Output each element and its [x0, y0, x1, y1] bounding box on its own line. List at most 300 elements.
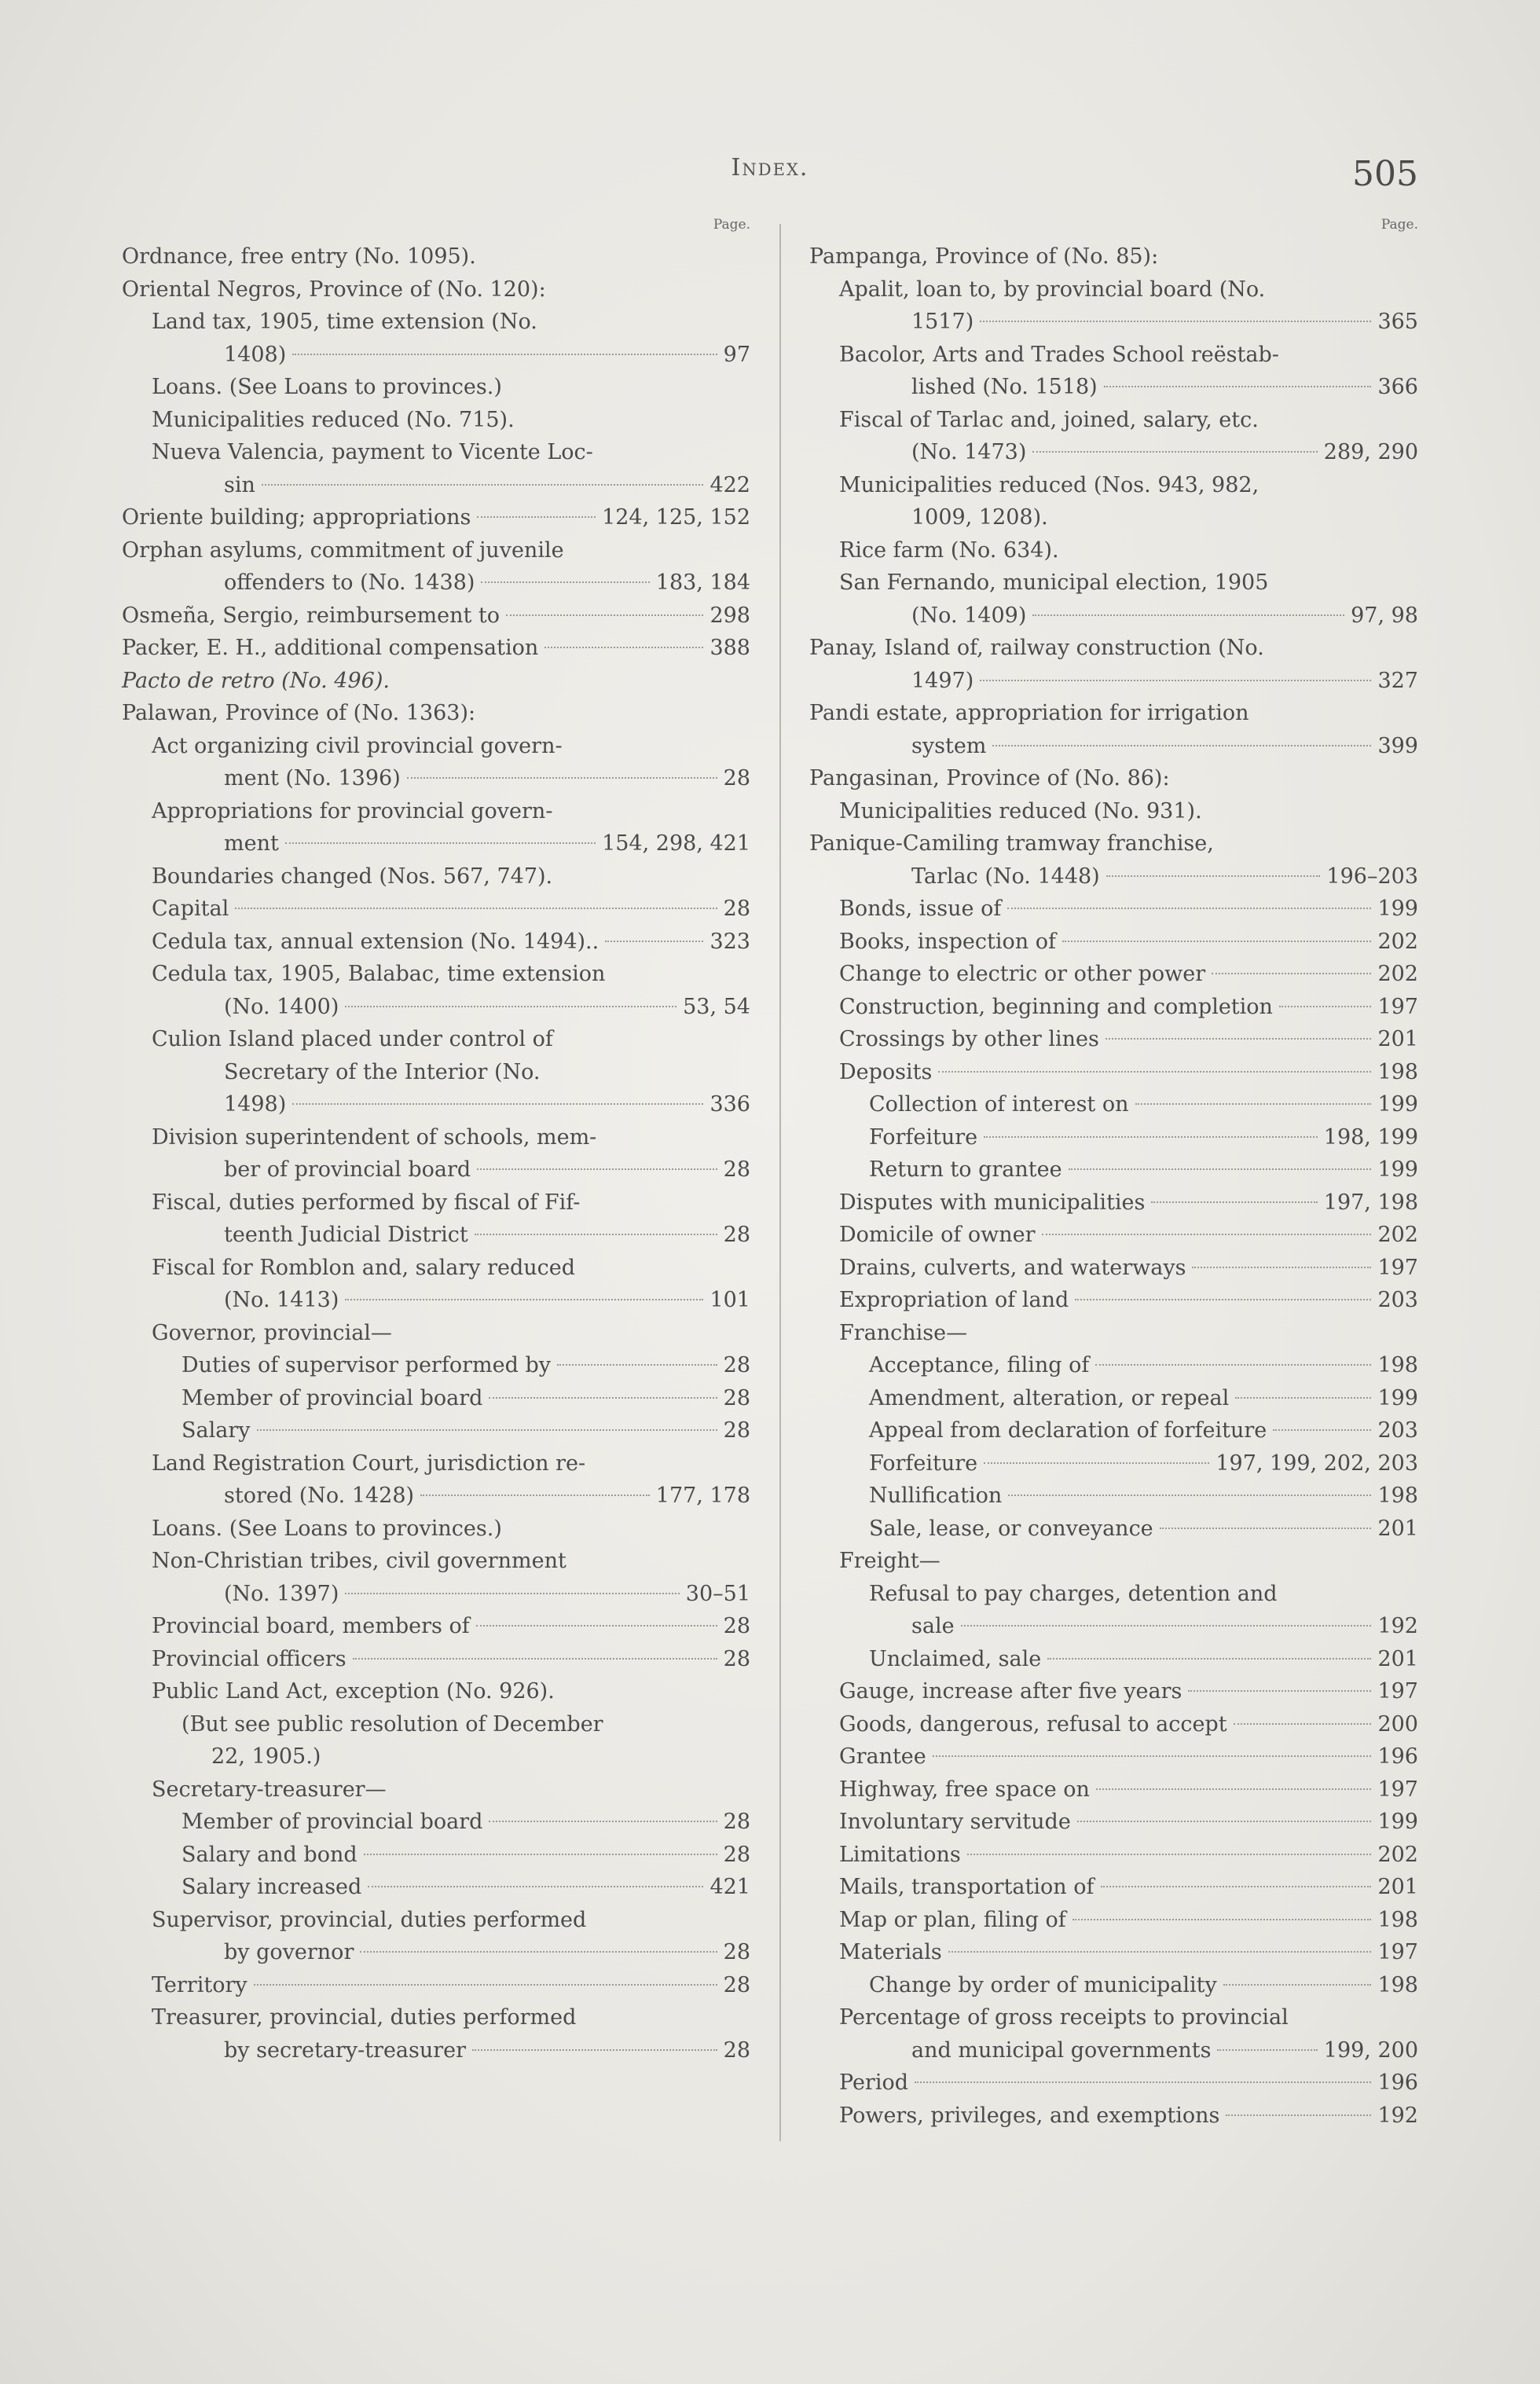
leader-dots	[345, 1593, 679, 1594]
index-entry	[122, 1414, 750, 1447]
page-ref: 202	[1377, 1223, 1418, 1247]
index-line	[809, 1513, 1418, 1546]
index-entry	[809, 958, 1418, 991]
index-entry	[122, 1317, 750, 1350]
page-ref: 323	[710, 929, 750, 954]
page-ref: 201	[1377, 1027, 1418, 1051]
index-entry	[122, 697, 750, 730]
leader-dots	[1062, 941, 1371, 942]
entry-text: Map or plan, filing of	[839, 1907, 1066, 1932]
index-entry	[122, 1643, 750, 1676]
leader-dots	[1217, 2049, 1317, 2051]
entry-text: teenth Judicial District	[224, 1223, 468, 1247]
page-ref: 198	[1377, 1907, 1418, 1932]
entry-text: Cedula tax, 1905, Balabac, time extension	[152, 962, 606, 986]
entry-text: ment	[224, 831, 279, 856]
index-entry	[809, 240, 1418, 273]
entry-text: Duties of supervisor performed by	[182, 1353, 551, 1377]
entry-text: Acceptance, filing of	[869, 1353, 1090, 1377]
page-ref: 97	[723, 342, 750, 367]
page-ref: 97, 98	[1351, 603, 1418, 628]
index-entry	[122, 1969, 750, 2002]
index-entry	[809, 697, 1418, 762]
entry-text: by secretary-treasurer	[224, 2037, 467, 2063]
index-line	[122, 893, 750, 926]
page-ref: 197	[1377, 1255, 1418, 1280]
entry-text: Territory	[152, 1972, 248, 1997]
entry-text: system	[911, 733, 987, 758]
page-ref: 366	[1377, 375, 1418, 399]
page-ref: 202	[1377, 929, 1418, 954]
index-entry	[122, 1349, 750, 1382]
leader-dots	[285, 842, 596, 844]
leader-dots	[1135, 1103, 1372, 1105]
index-entry	[809, 1675, 1418, 1708]
index-entry	[809, 1904, 1418, 1937]
entry-text: Municipalities reduced (No. 931).	[839, 798, 1202, 823]
index-entry	[122, 240, 750, 273]
leader-dots	[477, 1168, 717, 1170]
index-entry	[809, 926, 1418, 959]
index-line	[809, 1284, 1418, 1317]
page-ref: 197, 199, 202, 203	[1216, 1451, 1418, 1476]
index-entry	[809, 1969, 1418, 2002]
index-line	[122, 600, 750, 633]
page-ref: 192	[1377, 2103, 1418, 2128]
index-entry	[809, 404, 1418, 469]
leader-dots	[1072, 1919, 1372, 1920]
entry-text: Powers, privileges, and exemptions	[839, 2103, 1220, 2128]
entry-text: Gauge, increase after five years	[839, 1679, 1182, 1704]
entry-text: Salary increased	[182, 1875, 362, 1899]
index-entry	[809, 1740, 1418, 1773]
index-entry	[809, 1088, 1418, 1121]
entry-text: Fiscal for Romblon and, salary reduced	[152, 1255, 576, 1280]
leader-dots	[1160, 1528, 1372, 1529]
index-line	[809, 860, 1418, 893]
page-ref: 199	[1377, 1385, 1418, 1410]
leader-dots	[420, 1495, 650, 1496]
entry-text: Forfeiture	[869, 1451, 978, 1476]
index-line	[809, 1447, 1418, 1480]
index-entry	[809, 1121, 1418, 1154]
index-line	[809, 1121, 1418, 1154]
page-ref: 336	[710, 1092, 750, 1117]
index-line	[122, 567, 750, 600]
index-entry	[809, 827, 1418, 893]
index-line	[122, 1284, 750, 1317]
index-line	[122, 1969, 750, 2002]
page-ref: 196	[1377, 2070, 1418, 2095]
index-entry	[122, 893, 750, 926]
entry-text: Pampanga, Province of (No. 85):	[809, 244, 1159, 269]
index-line	[122, 501, 750, 534]
leader-dots	[475, 1234, 717, 1235]
page-ref: 388	[710, 636, 750, 660]
leader-dots	[489, 1821, 717, 1822]
entry-text: sin	[224, 472, 255, 497]
index-entry	[122, 600, 750, 633]
index-line	[809, 926, 1418, 959]
entry-text: Pandi estate, appropriation for irrigation	[809, 701, 1249, 725]
entry-text: 1497)	[911, 668, 974, 693]
page-ref: 199	[1377, 1810, 1418, 1834]
entry-text: Collection of interest on	[869, 1092, 1129, 1117]
entry-text: Palawan, Province of (No. 1363):	[122, 701, 476, 725]
index-entry	[122, 1708, 750, 1741]
page-column-label: Page.	[1380, 217, 1418, 233]
leader-dots	[1106, 875, 1321, 877]
leader-dots	[1008, 1495, 1371, 1496]
entry-text: Loans. (See Loans to provinces.)	[152, 375, 502, 399]
entry-text: Supervisor, provincial, duties performed	[152, 1907, 587, 1932]
index-line	[809, 1969, 1418, 2002]
index-entry	[809, 1317, 1418, 1350]
page-ref: 28	[723, 1418, 750, 1443]
running-header: Index.	[731, 154, 809, 182]
entry-text: Nueva Valencia, payment to Vicente Loc-	[152, 440, 593, 464]
index-line	[809, 1610, 1418, 1643]
leader-dots	[1032, 614, 1344, 616]
page-ref: 197	[1377, 1679, 1418, 1704]
page-ref: 198	[1377, 1353, 1418, 1377]
index-line	[809, 371, 1418, 404]
leader-dots	[477, 516, 596, 518]
index-line	[809, 1349, 1418, 1382]
left-entries	[122, 240, 750, 2067]
index-entry	[809, 2067, 1418, 2100]
leader-dots	[1095, 1364, 1371, 1366]
entry-text: Limitations	[839, 1842, 961, 1867]
entry-text: Bacolor, Arts and Trades School reëstab-	[839, 342, 1279, 367]
index-entry	[122, 2001, 750, 2067]
leader-dots	[1101, 1886, 1372, 1887]
page-ref: 201	[1377, 1646, 1418, 1671]
index-entry	[809, 762, 1418, 795]
index-entry	[122, 1904, 750, 1969]
leader-dots	[1235, 1397, 1371, 1399]
entry-text: sale	[911, 1614, 955, 1638]
page-ref: 28	[723, 1223, 750, 1247]
leader-dots	[557, 1364, 717, 1366]
page-ref: 28	[723, 1646, 750, 1671]
page-ref: 199	[1377, 1157, 1418, 1182]
index-line	[122, 339, 750, 372]
leader-dots	[1226, 2114, 1371, 2116]
leader-dots	[262, 484, 704, 486]
index-entry	[122, 404, 750, 437]
entry-text: Sale, lease, or conveyance	[869, 1516, 1153, 1541]
entry-text: Panay, Island of, railway construction (No.	[809, 636, 1264, 660]
index-entry	[809, 991, 1418, 1024]
entry-text: Change to electric or other power	[839, 962, 1206, 986]
index-entry	[122, 1023, 750, 1121]
index-entry	[809, 1153, 1418, 1186]
entry-text: Oriental Negros, Province of (No. 120):	[122, 277, 546, 302]
entry-text: Salary and bond	[182, 1842, 358, 1867]
entry-text: Packer, E. H., additional compensation	[122, 636, 539, 660]
page-ref: 183, 184	[655, 570, 750, 595]
leader-dots	[254, 1984, 717, 1986]
index-line	[809, 1708, 1418, 1741]
page-number: 505	[1352, 154, 1418, 194]
entry-text: Highway, free space on	[839, 1777, 1090, 1802]
index-line	[122, 1936, 750, 1969]
entry-text: Member of provincial board	[182, 1385, 483, 1410]
page-ref: 196	[1377, 1744, 1418, 1769]
entry-text: Mails, transportation of	[839, 1875, 1094, 1899]
entry-text: ber of provincial board	[224, 1157, 471, 1182]
page-ref: 53, 54	[683, 994, 750, 1019]
entry-text: offenders to (No. 1438)	[224, 570, 475, 595]
entry-text: Domicile of owner	[839, 1223, 1036, 1247]
index-entry	[122, 1252, 750, 1317]
entry-text: stored (No. 1428)	[224, 1484, 415, 1508]
index-line	[809, 958, 1418, 991]
index-line	[809, 1153, 1418, 1186]
entry-text: Land Registration Court, jurisdiction re-	[152, 1451, 586, 1476]
index-entry	[122, 1740, 750, 1773]
leader-dots	[933, 1755, 1372, 1757]
entry-text: Amendment, alteration, or repeal	[869, 1385, 1230, 1410]
index-line	[122, 1382, 750, 1415]
index-entry	[809, 339, 1418, 404]
entry-text: Appropriations for provincial govern-	[152, 798, 553, 823]
leader-dots	[938, 1071, 1371, 1073]
index-entry	[809, 795, 1418, 828]
page-ref: 28	[723, 1157, 750, 1182]
index-entry	[809, 1414, 1418, 1447]
entry-text: Orphan asylums, commitment of juvenile	[122, 537, 564, 563]
page-ref: 298	[710, 603, 750, 628]
entry-text: Salary	[182, 1418, 251, 1443]
index-entry	[809, 1447, 1418, 1480]
index-entry	[122, 1675, 750, 1708]
leader-dots	[984, 1462, 1209, 1464]
entry-text: Bonds, issue of	[839, 897, 1002, 921]
index-line	[122, 1153, 750, 1186]
index-entry	[809, 1643, 1418, 1676]
leader-dots	[407, 777, 717, 779]
page-ref: 101	[710, 1288, 750, 1312]
entry-text: Pangasinan, Province of (No. 86):	[809, 766, 1170, 790]
index-line	[122, 827, 750, 860]
entry-text: 22, 1905.)	[211, 1744, 321, 1769]
index-entry	[122, 860, 750, 893]
index-line	[122, 1806, 750, 1839]
entry-text: Cedula tax, annual extension (No. 1494)..	[152, 929, 600, 954]
page-ref: 28	[723, 1353, 750, 1377]
index-entry	[122, 730, 750, 795]
entry-text: Freight—	[839, 1549, 940, 1573]
entry-text: Apalit, loan to, by provincial board (No.	[839, 277, 1266, 302]
index-line	[809, 991, 1418, 1024]
entry-text: (No. 1400)	[224, 994, 339, 1019]
leader-dots	[1151, 1201, 1317, 1203]
page-ref: 289, 290	[1323, 440, 1418, 464]
page-ref: 28	[723, 1972, 750, 1997]
page-ref: 327	[1377, 668, 1418, 693]
entry-text: Refusal to pay charges, detention and	[869, 1581, 1278, 1606]
leader-dots	[948, 1951, 1372, 1953]
leader-dots	[1104, 386, 1372, 387]
page-ref: 28	[723, 897, 750, 921]
page-ref: 154, 298, 421	[602, 831, 750, 856]
index-line	[122, 762, 750, 795]
index-entry	[809, 1806, 1418, 1839]
leader-dots	[1188, 1690, 1371, 1692]
page-ref: 28	[723, 1940, 750, 1964]
index-line	[809, 1871, 1418, 1904]
page-ref: 124, 125, 152	[602, 505, 750, 530]
page-ref: 201	[1377, 1516, 1418, 1541]
index-entry	[122, 1871, 750, 1904]
index-line	[809, 1936, 1418, 1969]
entry-text: (No. 1397)	[224, 1581, 339, 1606]
page-ref: 196–203	[1326, 864, 1418, 889]
entry-text: Crossings by other lines	[839, 1027, 1099, 1051]
index-line	[122, 1839, 750, 1872]
entry-text: Division superintendent of schools, mem-	[152, 1124, 597, 1150]
leader-dots	[1192, 1267, 1371, 1268]
entry-text: Oriente building; appropriations	[122, 505, 471, 530]
index-entry	[809, 1219, 1418, 1252]
index-entry	[122, 1610, 750, 1643]
leader-dots	[1007, 908, 1371, 909]
leader-dots	[481, 581, 649, 583]
index-entry	[122, 273, 750, 306]
entry-text: Pacto de retro (No. 496).	[122, 668, 390, 693]
page-column-label: Page.	[713, 217, 750, 233]
page-ref: 28	[723, 766, 750, 790]
index-line	[809, 1414, 1418, 1447]
leader-dots	[1279, 1006, 1372, 1007]
leader-dots	[1047, 1658, 1371, 1660]
entry-text: Percentage of gross receipts to provincial	[839, 2005, 1289, 2030]
entry-text: ment (No. 1396)	[224, 766, 401, 790]
entry-text: 1498)	[224, 1092, 287, 1117]
entry-text: Period	[839, 2070, 909, 2095]
index-entry	[809, 469, 1418, 534]
column-divider	[779, 224, 781, 2141]
page-ref: 199, 200	[1323, 2037, 1418, 2063]
entry-text: Governor, provincial—	[152, 1320, 392, 1345]
entry-text: Tarlac (No. 1448)	[911, 864, 1100, 889]
leader-dots	[1077, 1821, 1372, 1822]
entry-text: Osmeña, Sergio, reimbursement to	[122, 603, 500, 628]
page-ref: 28	[723, 1842, 750, 1867]
entry-text: Return to grantee	[869, 1157, 1062, 1182]
index-entry	[122, 306, 750, 371]
index-entry	[809, 1186, 1418, 1220]
page-ref: 202	[1377, 962, 1418, 986]
page-ref: 192	[1377, 1614, 1418, 1638]
index-entry	[122, 1839, 750, 1872]
index-line	[809, 1480, 1418, 1513]
index-entry	[122, 1513, 750, 1546]
index-entry	[809, 534, 1418, 567]
index-entry	[122, 1382, 750, 1415]
entry-text: Ordnance, free entry (No. 1095).	[122, 244, 476, 269]
index-line	[122, 1871, 750, 1904]
page-ref: 197, 198	[1323, 1190, 1418, 1215]
index-entry	[809, 1349, 1418, 1382]
index-entry	[809, 1284, 1418, 1317]
right-column	[809, 217, 1418, 2132]
leader-dots	[605, 941, 703, 942]
page-ref: 28	[723, 2037, 750, 2063]
page-ref: 399	[1377, 733, 1418, 758]
page-ref: 203	[1377, 1288, 1418, 1312]
page-ref: 365	[1377, 310, 1418, 334]
entry-text: (But see public resolution of December	[182, 1711, 603, 1737]
entry-text: Capital	[152, 897, 229, 921]
index-line	[809, 1773, 1418, 1806]
entry-text: Fiscal, duties performed by fiscal of Fif-	[152, 1190, 581, 1215]
page-ref: 198	[1377, 1972, 1418, 1997]
index-line	[809, 1740, 1418, 1773]
entry-text: 1517)	[911, 310, 974, 334]
entry-text: Treasurer, provincial, duties performed	[152, 2005, 577, 2030]
index-line	[122, 991, 750, 1024]
index-entry	[122, 1121, 750, 1186]
entry-text: by governor	[224, 1940, 354, 1964]
entry-text: Fiscal of Tarlac and, joined, salary, etc.	[839, 407, 1259, 432]
index-entry	[122, 926, 750, 959]
index-entry	[809, 1382, 1418, 1415]
index-entry	[809, 2100, 1418, 2133]
leader-dots	[292, 1103, 703, 1105]
page-ref: 199	[1377, 897, 1418, 921]
index-line	[809, 1056, 1418, 1089]
entry-text: (No. 1473)	[911, 440, 1027, 464]
leader-dots	[1069, 1168, 1372, 1170]
entry-continuation: Secretary of the Interior (No.	[224, 1059, 541, 1084]
page-ref: 28	[723, 1810, 750, 1834]
index-entry	[809, 1545, 1418, 1578]
entry-text: San Fernando, municipal election, 1905	[839, 570, 1269, 595]
index-line	[809, 1806, 1418, 1839]
leader-dots	[961, 1625, 1372, 1627]
index-line	[809, 893, 1418, 926]
entry-text: Disputes with municipalities	[839, 1190, 1146, 1215]
leader-dots	[1042, 1234, 1372, 1235]
leader-dots	[1096, 1788, 1372, 1790]
index-entry	[809, 1252, 1418, 1285]
index-line	[809, 665, 1418, 698]
index-entry	[122, 665, 750, 698]
index-entry	[122, 534, 750, 600]
leader-dots	[1032, 451, 1317, 453]
index-entry	[809, 632, 1418, 697]
leader-dots	[360, 1951, 717, 1953]
entry-text: Goods, dangerous, refusal to accept	[839, 1711, 1227, 1737]
index-entry	[809, 1578, 1418, 1643]
index-entry	[809, 567, 1418, 632]
index-line	[809, 1904, 1418, 1937]
page-ref: 197	[1377, 1940, 1418, 1964]
index-entry	[122, 1806, 750, 1839]
leader-dots	[980, 680, 1371, 681]
entry-text: Member of provincial board	[182, 1810, 483, 1834]
index-line	[809, 1382, 1418, 1415]
index-line	[122, 1643, 750, 1676]
index-entry	[122, 1447, 750, 1513]
entry-text: Change by order of municipality	[869, 1972, 1217, 1997]
index-line	[122, 632, 750, 665]
index-entry	[122, 501, 750, 534]
page-ref: 421	[710, 1875, 750, 1899]
